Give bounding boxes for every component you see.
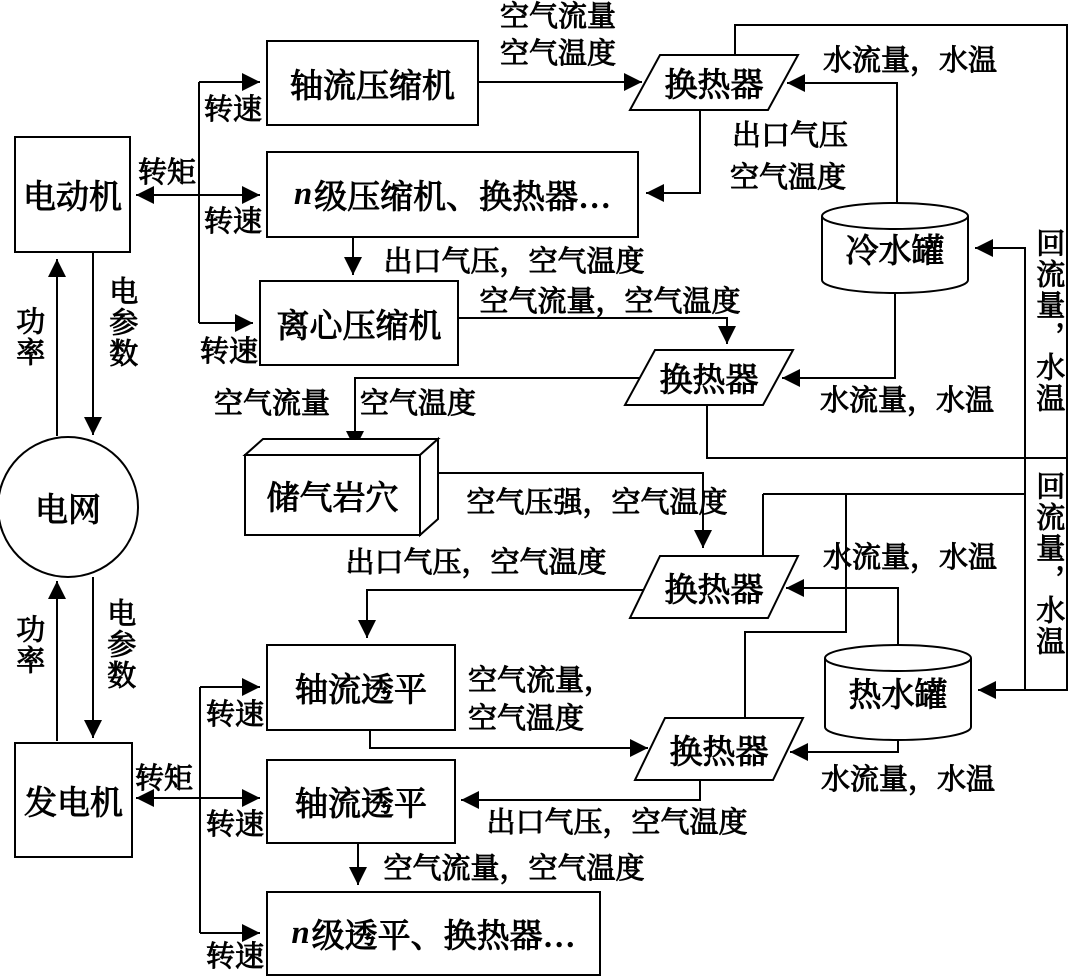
node-n-turbine — [267, 892, 600, 975]
node-generator: 发电机 — [24, 785, 123, 822]
node-grid: 电网 — [35, 492, 101, 529]
hx1-air-out — [646, 110, 700, 193]
label-water-supply3: 水流量，水温 — [822, 541, 997, 574]
label-water-supply2: 水流量，水温 — [819, 384, 994, 417]
label-turbine1-out-1: 空气流量， — [468, 664, 614, 697]
node-motor: 电动机 — [23, 180, 122, 216]
label-power1: 功率 — [12, 306, 45, 368]
label-air-temp-top: 空气温度 — [499, 37, 616, 70]
label-speed5: 转速 — [205, 808, 264, 841]
n-compressor-rest: 级压缩机、换热器… — [314, 180, 612, 216]
label-return-cold: 回流量，水温 — [1032, 228, 1065, 414]
coldtank-to-hx2 — [782, 293, 895, 378]
label-speed1: 转速 — [203, 93, 262, 126]
label-air-flow-top: 空气流量 — [499, 0, 616, 33]
hx3-air-to-turbine1 — [367, 590, 643, 638]
node-centrifugal-compressor: 离心压缩机 — [276, 308, 442, 345]
node-cavern: 储气岩穴 — [266, 480, 399, 517]
label-ncomp-out: 出口气压，空气温度 — [383, 245, 645, 278]
node-hx4: 换热器 — [669, 734, 769, 771]
hottank-to-hx3 — [786, 588, 898, 645]
label-hx1-out-1: 出口气压 — [731, 119, 848, 152]
label-speed3: 转速 — [199, 335, 258, 368]
centrifugal-to-hx2 — [458, 318, 727, 344]
node-hot-tank: 热水罐 — [848, 678, 948, 714]
label-water-supply4: 水流量，水温 — [820, 763, 995, 796]
node-n-compressor — [267, 152, 638, 237]
node-turbine2: 轴流透平 — [295, 787, 427, 823]
label-hx4-out: 出口气压，空气温度 — [486, 806, 748, 839]
label-elec-params2: 电参数 — [103, 598, 136, 691]
label-water-supply1: 水流量，水温 — [822, 44, 997, 77]
label-power2: 功率 — [12, 614, 45, 676]
label-cavern-in-temp: 空气温度 — [359, 387, 476, 420]
node-hx2: 换热器 — [659, 363, 759, 399]
label-centrifugal-out: 空气流量，空气温度 — [479, 285, 741, 318]
label-turbine2-out: 空气流量，空气温度 — [383, 852, 645, 885]
hottank-to-hx4 — [790, 740, 898, 752]
label-turbine1-out-2: 空气温度 — [468, 702, 585, 735]
label-cavern-in-flow: 空气流量 — [213, 387, 330, 420]
n-turbine-prefix: n — [291, 915, 310, 951]
node-hx3: 换热器 — [664, 572, 764, 609]
label-elec-params1: 电参数 — [105, 276, 138, 369]
label-torque1: 转矩 — [137, 156, 196, 189]
node-axial-compressor: 轴流压缩机 — [290, 68, 455, 105]
label-return-hot: 回流量，水温 — [1032, 471, 1065, 657]
label-hx3-out: 出口气压，空气温度 — [345, 546, 607, 579]
node-turbine1: 轴流透平 — [295, 673, 427, 709]
label-speed6: 转速 — [205, 940, 264, 973]
label-hx1-out-2: 空气温度 — [729, 161, 846, 194]
label-speed4: 转速 — [205, 698, 264, 731]
label-cavern-out: 空气压强，空气温度 — [466, 486, 728, 519]
n-turbine-rest: 级透平、换热器… — [311, 919, 576, 955]
label-torque2: 转矩 — [134, 762, 193, 795]
n-compressor-prefix: n — [293, 176, 313, 212]
label-speed2: 转速 — [203, 205, 262, 238]
node-hx1: 换热器 — [664, 68, 764, 104]
hx4-air-to-turbine2 — [461, 780, 700, 800]
node-cold-tank: 冷水罐 — [845, 233, 945, 270]
